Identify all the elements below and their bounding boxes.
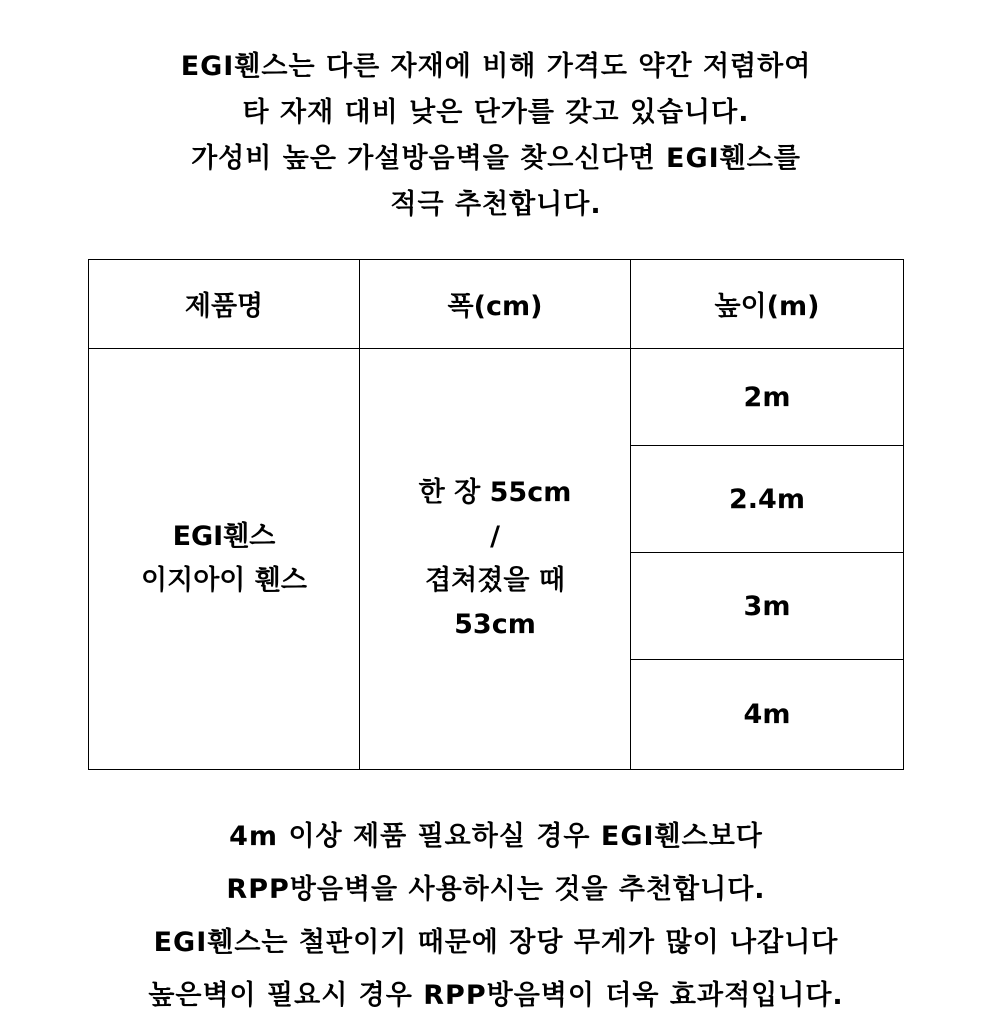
outro-line: 4m 이상 제품 필요하실 경우 EGI휀스보다 [229, 821, 763, 852]
product-name-cell [89, 348, 360, 769]
width-cell [360, 348, 631, 769]
intro-line: 적극 추천합니다. [390, 189, 602, 220]
height-cell: 2m [631, 348, 904, 446]
outro-line: RPP방음벽을 사용하시는 것을 추천합니다. [226, 874, 766, 905]
width-line: 한 장 55cm [418, 476, 572, 508]
intro-line: 가성비 높은 가설방음벽을 찾으신다면 EGI휀스를 [191, 143, 801, 174]
outro-line: 높은벽이 필요시 경우 RPP방음벽이 더욱 효과적입니다. [148, 980, 844, 1011]
height-cell: 4m [631, 660, 904, 770]
intro-paragraph [0, 44, 992, 228]
product-name-line: EGI휀스 [172, 520, 276, 552]
width-line: 겹쳐졌을 때 [425, 564, 565, 596]
product-spec-table [88, 259, 904, 770]
product-name-line: 이지아이 휀스 [141, 564, 307, 596]
header-height: 높이(m) [631, 260, 904, 349]
outro-line: EGI휀스는 철판이기 때문에 장당 무게가 많이 나갑니다 [153, 927, 839, 958]
table-header-row [89, 260, 904, 349]
intro-line: 타 자재 대비 낮은 단가를 갖고 있습니다. [242, 97, 750, 128]
width-line: / [490, 520, 500, 552]
header-width: 폭(cm) [360, 260, 631, 349]
outro-paragraph [0, 810, 992, 1022]
intro-line: EGI휀스는 다른 자재에 비해 가격도 약간 저렴하여 [180, 51, 812, 82]
height-cell: 3m [631, 553, 904, 660]
table-row [89, 348, 904, 446]
header-product-name: 제품명 [89, 260, 360, 349]
height-cell: 2.4m [631, 446, 904, 553]
width-line: 53cm [454, 608, 536, 640]
